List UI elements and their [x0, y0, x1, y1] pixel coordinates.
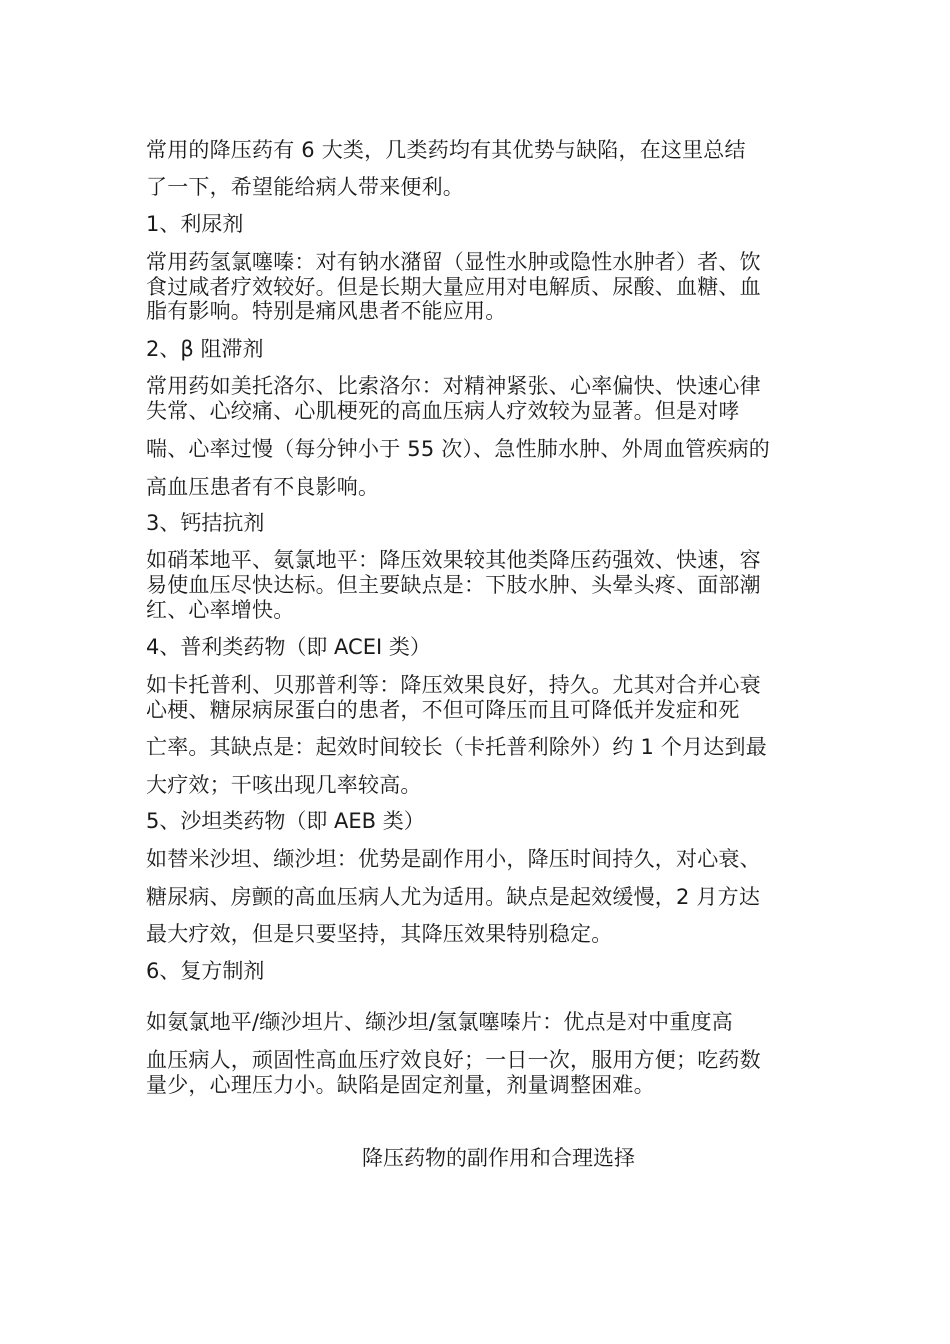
section-text-line: 易使血压尽快达标。但主要缺点是：下肢水肿、头晕头疼、面部潮	[146, 573, 761, 597]
section-text-line: 亡率。其缺点是：起效时间较长（卡托普利除外）约 1 个月达到最	[146, 735, 767, 759]
section-text-line: 失常、心绞痛、心肌梗死的高血压病人疗效较为显著。但是对哮	[146, 399, 740, 423]
section-heading-compound: 6、复方制剂	[146, 959, 265, 983]
section-text-line: 食过咸者疗效较好。但是长期大量应用对电解质、尿酸、血糖、血	[146, 275, 761, 299]
section-heading-arb: 5、沙坦类药物（即 AEB 类）	[146, 809, 425, 833]
section-text-line: 大疗效；干咳出现几率较高。	[146, 773, 422, 797]
section-text-line: 脂有影响。特别是痛风患者不能应用。	[146, 299, 507, 323]
intro-line: 常用的降压药有 6 大类，几类药均有其优势与缺陷，在这里总结	[146, 138, 746, 162]
section-text-line: 喘、心率过慢（每分钟小于 55 次）、急性肺水肿、外周血管疾病的	[146, 437, 770, 461]
section-text-line: 血压病人，顽固性高血压疗效良好；一日一次，服用方便；吃药数	[146, 1048, 761, 1072]
section-text-line: 常用药氢氯噻嗪：对有钠水潴留（显性水肿或隐性水肿者）者、饮	[146, 250, 761, 274]
section-text-line: 量少，心理压力小。缺陷是固定剂量，剂量调整困难。	[146, 1073, 655, 1097]
section-heading-calcium-antagonists: 3、钙拮抗剂	[146, 511, 265, 535]
section-heading-diuretics: 1、利尿剂	[146, 212, 244, 236]
section-text-line: 最大疗效，但是只要坚持，其降压效果特别稳定。	[146, 922, 613, 946]
section-text-line: 如硝苯地平、氨氯地平：降压效果较其他类降压药强效、快速，容	[146, 548, 761, 572]
section-text-line: 糖尿病、房颤的高血压病人尤为适用。缺点是起效缓慢，2 月方达	[146, 885, 761, 909]
section-heading-acei: 4、普利类药物（即 ACEI 类）	[146, 635, 431, 659]
section-text-line: 高血压患者有不良影响。	[146, 475, 380, 499]
intro-line: 了一下，希望能给病人带来便利。	[146, 175, 464, 199]
section-text-line: 常用药如美托洛尔、比索洛尔：对精神紧张、心率偏快、快速心律	[146, 374, 761, 398]
section-text-line: 心梗、糖尿病尿蛋白的患者，不但可降压而且可降低并发症和死	[146, 698, 740, 722]
section-text-line: 红、心率增快。	[146, 598, 295, 622]
subtitle: 降压药物的副作用和合理选择	[362, 1146, 635, 1170]
section-text-line: 如卡托普利、贝那普利等：降压效果良好，持久。尤其对合并心衰	[146, 673, 761, 697]
section-text-line: 如氨氯地平/缬沙坦片、缬沙坦/氢氯噻嗪片：优点是对中重度高	[146, 1010, 733, 1034]
section-text-line: 如替米沙坦、缬沙坦：优势是副作用小，降压时间持久，对心衰、	[146, 847, 761, 871]
section-heading-beta-blockers: 2、β 阻滞剂	[146, 337, 264, 361]
